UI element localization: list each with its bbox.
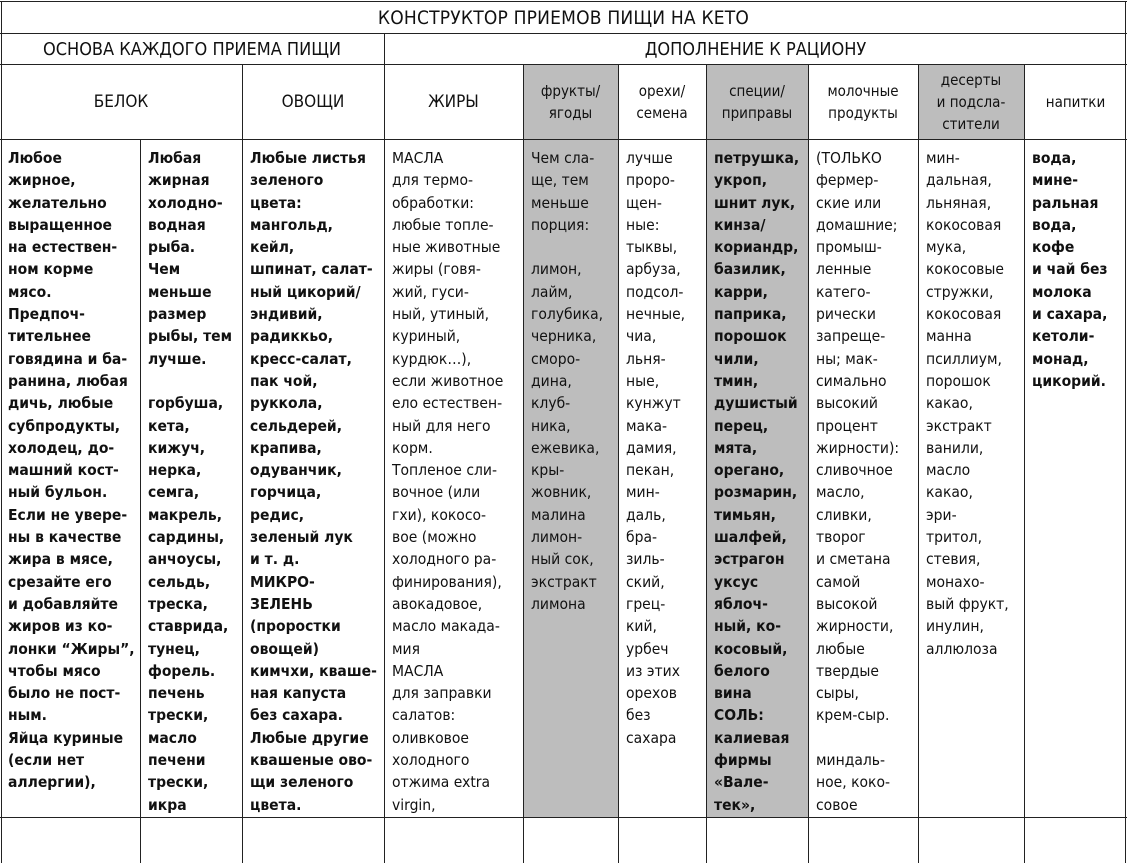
- rule: [1125, 1, 1126, 863]
- cell-nuts: лучше проро- щен- ные: тыквы, арбуза, подсол- нечные, чиа, льня- ные, кунжут мака- дамия, пекан, мин- даль, бра- зиль- ский, грец- кий, урбеч из этих орехов без сахара: [626, 149, 686, 747]
- rule: [242, 64, 243, 863]
- rule: [918, 64, 919, 863]
- rule: [0, 1, 1127, 2]
- header-dairy: молочные продукты: [827, 82, 899, 122]
- rule: [0, 33, 1127, 34]
- cell-drinks: вода, мине- ральная вода, кофе и чай без молока и сахара, кетоли- монад, цикорий.: [1032, 149, 1108, 390]
- header-drinks: напитки: [1045, 93, 1106, 111]
- table-title: КОНСТРУКТОР ПРИЕМОВ ПИЩИ НА КЕТО: [377, 7, 750, 29]
- header-desserts: десерты и подсла- стители: [936, 71, 1006, 133]
- cell-protein-meat: Любое жирное, желательно выращенное на естествен- ном корме мясо. Предпоч- тительнее говядина и ба- ранина, любая дичь, любые субпродукты, холодец, до- машний кост- ный бульон. Если не увере- ны в качестве жира в мясе, срезайте его и добавляйте жиров из ко- лонки “Жиры”, чтобы мясо было не пост- ным. Яйца куриные (если нет аллергии),: [8, 149, 135, 792]
- header-vegetables: ОВОЩИ: [281, 92, 345, 112]
- rule: [1, 1, 2, 863]
- cell-fats: МАСЛА для термо- обработки: любые топле- ные животные жиры (говя- жий, гуси- ный, утиный, куриный, курдюк…), если животное ело естествен- ный для него корм. Топленое сли- вочное (или гхи), кокосо- вое (можно холодного ра- финирования), авокадовое, масло макада- мия МАСЛА для заправки салатов: оливковое холодного отжима extra virgin,: [392, 149, 504, 814]
- cell-protein-fish: Любая жирная холодно- водная рыба. Чем меньше размер рыбы, тем лучше. горбуша, кета, кижуч, нерка, семга, макрель, сардины, анчоусы, сельдь, треска, ставрида, тунец, форель. печень трески, масло печени трески, икра: [148, 149, 233, 814]
- rule: [384, 33, 385, 863]
- cell-dairy: (ТОЛЬКО фермер- ские или домашние; промыш- ленные катего- рически запреще- ны; мак- симально высокий процент жирности): сливочное масло, сливки, творог и сметана самой высокой жирности, любые твердые сыры, крем-сыр. миндаль- ное, коко- совое: [816, 149, 900, 814]
- section-base: ОСНОВА КАЖДОГО ПРИЕМА ПИЩИ: [42, 39, 342, 60]
- header-protein: БЕЛОК: [93, 92, 149, 112]
- rule: [0, 64, 1127, 65]
- header-nuts: орехи/ семена: [636, 82, 688, 122]
- rule: [523, 64, 524, 863]
- rule: [706, 64, 707, 863]
- section-supplement: ДОПОЛНЕНИЕ К РАЦИОНУ: [644, 39, 867, 60]
- header-fats: ЖИРЫ: [428, 92, 479, 112]
- cell-vegetables: Любые листья зеленого цвета: мангольд, кейл, шпинат, салат- ный цикорий/ эндивий, радиккьо, кресс-салат, пак чой, руккола, сельдерей, крапива, одуванчик, горчица, редис, зеленый лук и т. д. МИКРО- ЗЕЛЕНЬ (проростки овощей) кимчхи, кваше- ная капуста без сахара. Любые другие квашеные ово- щи зеленого цвета.: [250, 149, 377, 814]
- rule: [808, 64, 809, 863]
- header-spices: специи/ приправы: [721, 82, 793, 122]
- rule: [140, 139, 141, 863]
- cell-spices: петрушка, укроп, шнит лук, кинза/ кориандр, базилик, карри, паприка, порошок чили, тмин, душистый перец, мята, орегано, розмарин, тимьян, шалфей, эстрагон уксус яблоч- ный, ко- косовый, белого вина СОЛЬ: калиевая фирмы «Вале- тек»,: [714, 149, 800, 814]
- cell-desserts: мин- дальная, льняная, кокосовая мука, кокосовые стружки, кокосовая манна псиллиум, порошок какао, экстракт ванили, масло какао, эри- тритол, стевия, монахо- вый фрукт, инулин, аллюлоза: [926, 149, 1009, 658]
- rule: [0, 817, 1127, 818]
- rule: [1024, 64, 1025, 863]
- rule: [0, 139, 1127, 140]
- cell-fruits: Чем сла- ще, тем меньше порция: лимон, лайм, голубика, черника, сморо- дина, клуб- ника, ежевика, кры- жовник, малина лимон- ный сок, экстракт лимона: [531, 149, 604, 613]
- rule: [618, 64, 619, 863]
- header-fruits: фрукты/ ягоды: [540, 82, 601, 122]
